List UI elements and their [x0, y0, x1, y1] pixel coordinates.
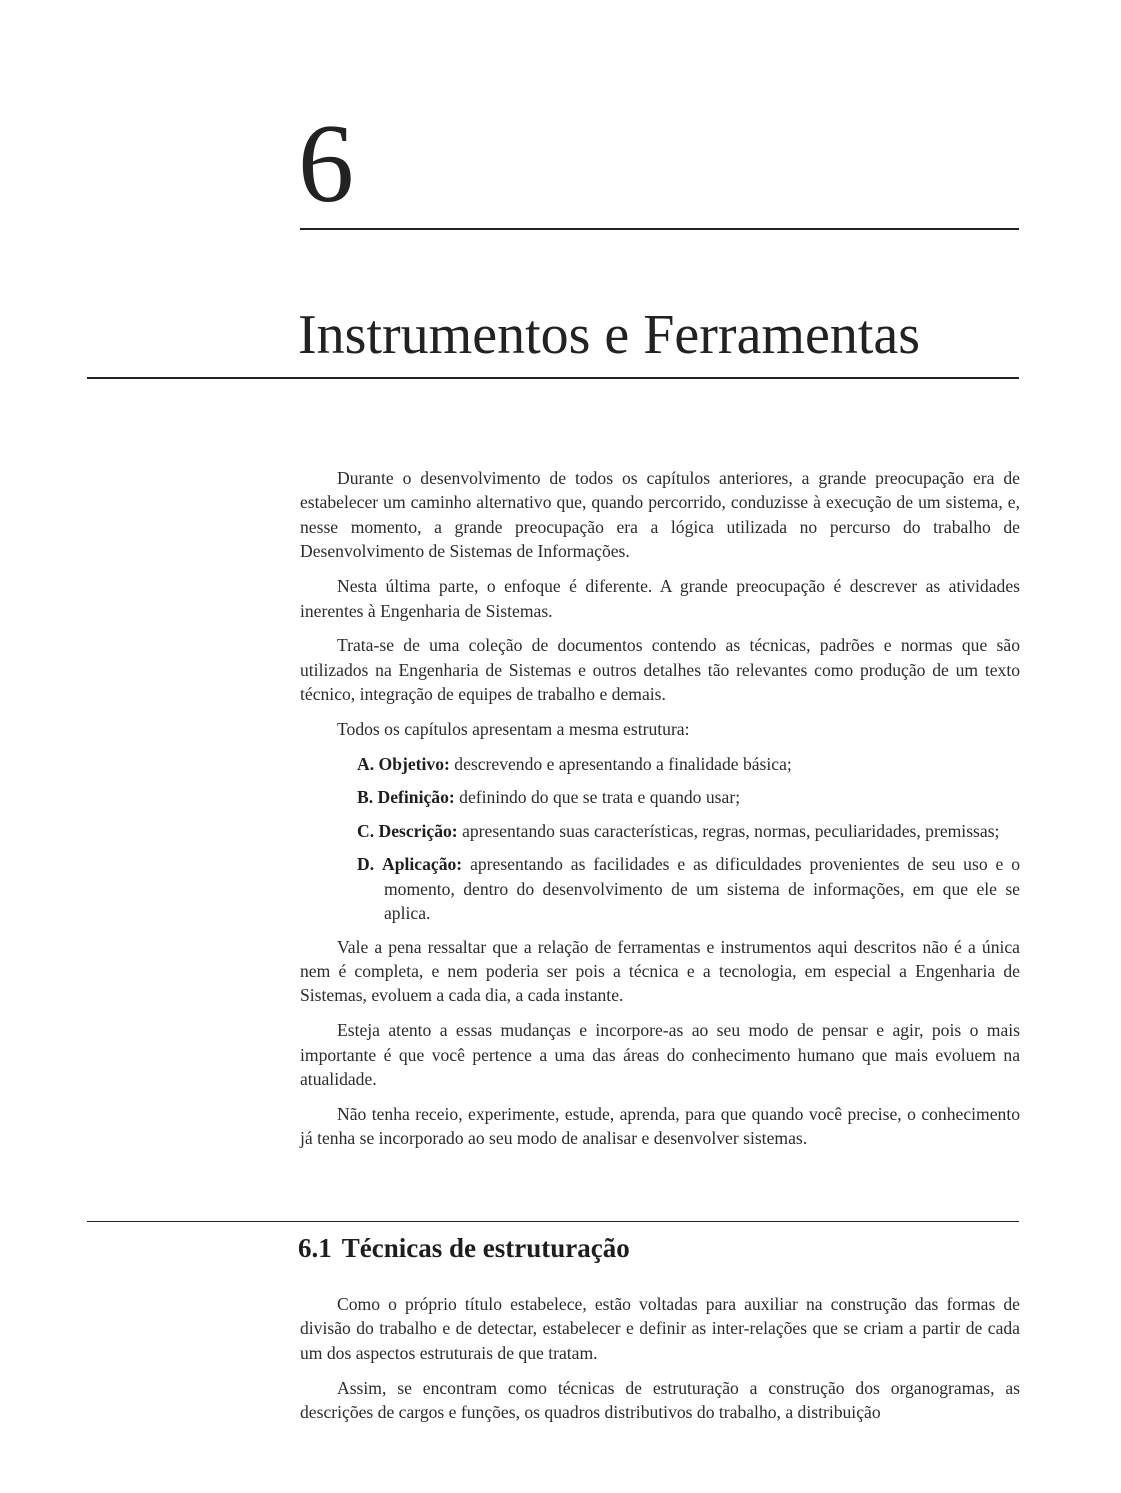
section-title [298, 1231, 630, 1266]
chapter-title: Instrumentos e Ferramentas [298, 304, 921, 366]
section-paragraph: Assim, se encontram como técnicas de estruturação a construção dos organogramas, as descrições de cargos e funções, os quadros distributivos do trabalho, a distribuição [300, 1377, 1020, 1423]
intro-paragraph: Durante o desenvolvimento de todos os capítulos anteriores, a grande preocupação era de estabelecer um caminho alternativo que, quando percorrido, conduzisse à execução de um sistema, e, nesse momento, a grande preocupação era a lógica utilizada no percurso do trabalho de Desenvolvimento de Sistemas de Informações. [300, 468, 1020, 562]
list-item-term: Definição: [377, 787, 455, 808]
section-title-text: Técnicas de estruturação [341, 1233, 630, 1263]
chapter-number: 6 [298, 102, 354, 226]
list-item [357, 852, 1020, 925]
closing-paragraph: Esteja atento a essas mudanças e incorpore-as ao seu modo de pensar e agir, pois o mais importante é que você pertence a uma das áreas do conhecimento humano que mais evoluem na atualidade. [300, 1020, 1020, 1090]
list-item-text: definindo do que se trata e quando usar; [459, 787, 741, 808]
chapter-number-rule [300, 228, 1019, 230]
section-rule [87, 1221, 1019, 1222]
list-item-text: apresentando as facilidades e as dificuldades provenientes de seu uso e o momento, dentro do desenvolvimento de um sistema de informações, em que ele se aplica. [384, 854, 1021, 924]
list-item [357, 785, 1020, 809]
list-item [357, 752, 1020, 776]
list-item-letter: B. [357, 787, 374, 808]
list-item-letter: C. [357, 820, 375, 841]
intro-paragraph: Trata-se de uma coleção de documentos contendo as técnicas, padrões e normas que são utilizados na Engenharia de Sistemas e outros detalhes tão relevantes como produção de um texto técnico, integração de equipes de trabalho e demais. [300, 635, 1020, 705]
list-item-text: descrevendo e apresentando a finalidade básica; [454, 754, 792, 775]
section-body [300, 1292, 1020, 1435]
list-item-term: Objetivo: [378, 754, 450, 775]
list-item-letter: A. [357, 754, 375, 775]
section-paragraph: Como o próprio título estabelece, estão voltadas para auxiliar na construção das formas de divisão do trabalho e de detectar, estabelecer e definir as inter-relações que se criam a partir de cada um dos aspectos estruturais de que tratam. [300, 1294, 1020, 1363]
list-item-text: apresentando suas características, regras, normas, peculiaridades, premissas; [462, 820, 1000, 841]
chapter-title-rule [87, 377, 1019, 379]
structure-list [300, 752, 1020, 925]
section-number: 6.1 [298, 1233, 332, 1263]
intro-paragraph: Nesta última parte, o enfoque é diferente. A grande preocupação é descrever as atividades inerentes à Engenharia de Sistemas. [300, 576, 1020, 621]
list-item-letter: D. [357, 854, 375, 875]
closing-paragraph: Vale a pena ressaltar que a relação de ferramentas e instrumentos aqui descritos não é a única nem é completa, e nem poderia ser pois a técnica e a tecnologia, em especial a Engenharia de Sistemas, evoluem a cada dia, a cada instante. [300, 936, 1020, 1006]
list-item [357, 819, 1020, 843]
list-item-term: Descrição: [378, 820, 458, 841]
intro-paragraph: Todos os capítulos apresentam a mesma estrutura: [337, 719, 690, 740]
closing-paragraph: Não tenha receio, experimente, estude, aprenda, para que quando você precise, o conhecimento já tenha se incorporado ao seu modo de analisar e desenvolver sistemas. [300, 1103, 1020, 1149]
chapter-intro [300, 466, 1020, 1161]
list-item-term: Aplicação: [382, 854, 463, 875]
